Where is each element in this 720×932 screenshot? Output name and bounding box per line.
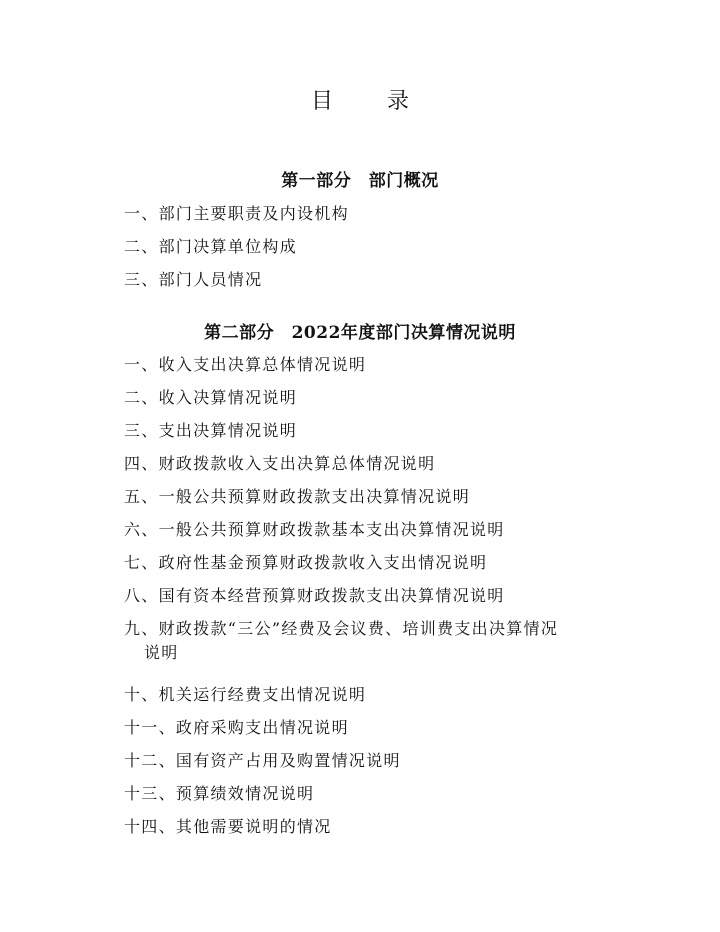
toc-item[interactable]: 五、一般公共预算财政拨款支出决算情况说明 (124, 487, 471, 506)
toc-item[interactable]: 六、一般公共预算财政拨款基本支出决算情况说明 (124, 520, 505, 539)
toc-item[interactable]: 七、政府性基金预算财政拨款收入支出情况说明 (124, 553, 488, 572)
toc-item[interactable]: 十三、预算绩效情况说明 (124, 784, 315, 803)
toc-item[interactable]: 三、部门人员情况 (124, 270, 263, 289)
toc-item[interactable]: 八、国有资本经营预算财政拨款支出决算情况说明 (124, 586, 505, 605)
toc-item[interactable]: 一、收入支出决算总体情况说明 (124, 355, 367, 374)
toc-item[interactable]: 二、收入决算情况说明 (124, 388, 298, 407)
part2-list (124, 353, 624, 848)
toc-title: 目 录 (310, 89, 425, 114)
toc-item[interactable]: 三、支出决算情况说明 (124, 421, 298, 440)
toc-item[interactable]: 四、财政拨款收入支出决算总体情况说明 (124, 454, 436, 473)
part2-heading: 第二部分 2022年度部门决算情况说明 (204, 323, 516, 343)
toc-item[interactable]: 十一、政府采购支出情况说明 (124, 718, 349, 737)
toc-item[interactable]: 一、部门主要职责及内设机构 (124, 204, 349, 223)
part1-list (124, 202, 624, 301)
toc-item[interactable]: 十四、其他需要说明的情况 (124, 817, 332, 836)
toc-item-wrapped[interactable] (124, 617, 624, 683)
toc-item-line2: 说明 (144, 643, 179, 662)
toc-item[interactable]: 十、机关运行经费支出情况说明 (124, 685, 367, 704)
toc-item[interactable]: 十二、国有资产占用及购置情况说明 (124, 751, 401, 770)
toc-item-line1: 九、财政拨款“三公”经费及会议费、培训费支出决算情况 (124, 619, 559, 638)
part1-heading: 第一部分 部门概况 (281, 171, 439, 191)
toc-item[interactable]: 二、部门决算单位构成 (124, 237, 298, 256)
